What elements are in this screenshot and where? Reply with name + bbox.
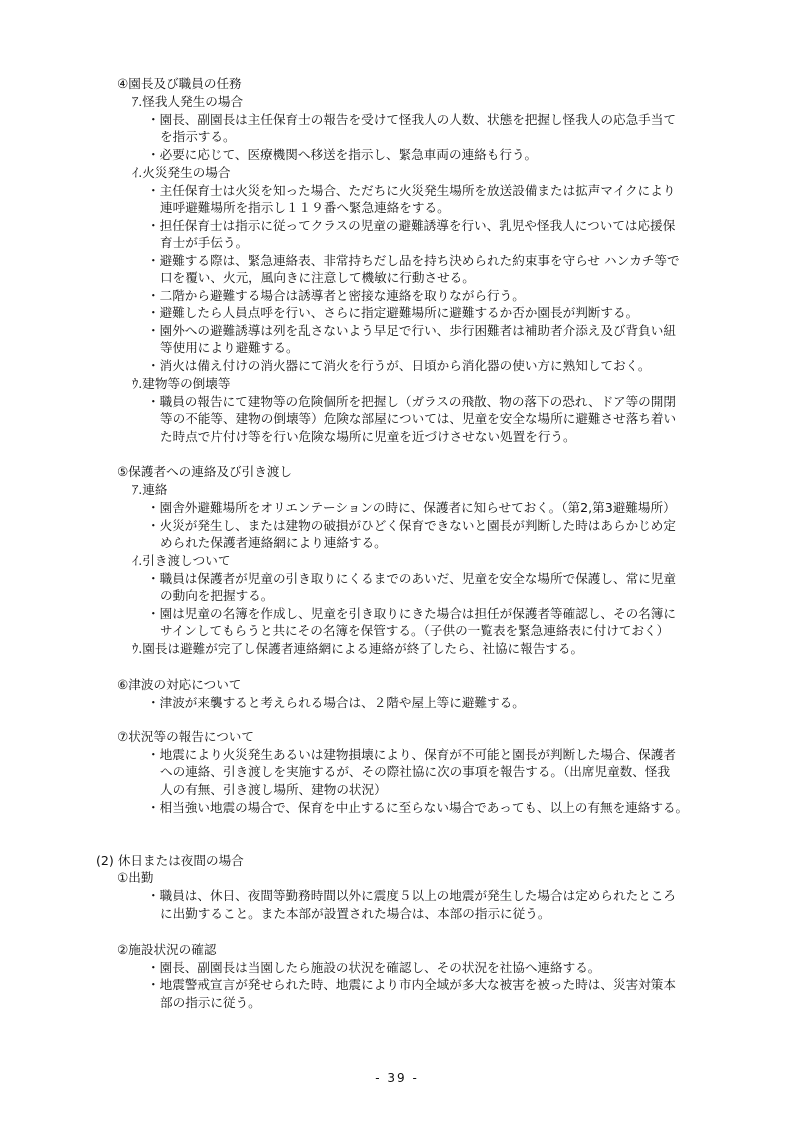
heading-line: ｲ.火災発生の場合 — [132, 165, 231, 180]
heading-line: ｱ.連絡 — [132, 482, 168, 497]
bullet-line: ・消火は備え付けの消火器にて消火を行うが、日頃から消化器の使い方に熟知しておく。 — [147, 358, 651, 373]
bullet-line: ・園は児童の名簿を作成し、児童を引き取りにきた場合は担任が保護者等確認し、その名簿に — [147, 606, 676, 621]
bullet-line: ・園舎外避難場所をオリエンテーションの時に、保護者に知らせておく。（第2,第3避難場所） — [147, 500, 676, 515]
bullet-continuation: 連呼避難場所を指示し１１９番へ緊急連絡をする。 — [160, 200, 450, 215]
bullet-line: ・火災が発生し、または建物の破損がひどく保育できないと園長が判断した時はあらかじめ定 — [147, 518, 676, 533]
bullet-line: ・必要に応じて、医療機関へ移送を指示し、緊急車両の連絡も行う。 — [147, 147, 538, 162]
bullet-line: ・園長、副園長は主任保育士の報告を受けて怪我人の人数、状態を把握し怪我人の応急手当て — [147, 112, 676, 127]
bullet-line: ・職員は保護者が児童の引き取りにくるまでのあいだ、児童を安全な場所で保護し、常に児童 — [147, 571, 676, 586]
bullet-continuation: められた保護者連絡網により連絡する。 — [160, 535, 387, 550]
bullet-continuation: 等の不能等、建物の倒壊等）危険な部屋については、児童を安全な場所に避難させ落ち着い — [160, 411, 677, 426]
bullet-continuation: 部の指示に従う。 — [160, 995, 261, 1010]
bullet-continuation: の動向を把握する。 — [160, 588, 274, 603]
bullet-line: ・地震警戒宣言が発せられた時、地震により市内全域が多大な被害を被った時は、災害対策本 — [147, 977, 676, 992]
bullet-line: ・園外への避難誘導は列を乱さないよう早足で行い、歩行困難者は補助者介添え及び背負い紐 — [147, 323, 676, 338]
bullet-line: ・職員の報告にて建物等の危険個所を把握し（ガラスの飛散、物の落下の恐れ、ドア等の開閉 — [147, 394, 676, 409]
bullet-line: ・相当強い地震の場合で、保育を中止するに至らない場合であっても、以上の有無を連絡する。 — [147, 800, 689, 815]
bullet-continuation: 口を覆い、火元，風向きに注意して機敏に行動させる。 — [160, 270, 475, 285]
bullet-continuation: た時点で片付け等を行い危険な場所に児童を近づけさせない処置を行う。 — [160, 429, 576, 444]
heading-line: ｳ.建物等の倒壊等 — [132, 376, 231, 391]
page-number: - 39 - — [375, 1071, 419, 1085]
bullet-line: ・担任保育士は指示に従ってクラスの児童の避難誘導を行い、乳児や怪我人については応援保 — [147, 218, 676, 233]
heading-line: ⑤保護者への連絡及び引き渡し — [117, 464, 293, 479]
bullet-line: ・地震により火災発生あるいは建物損壊により、保育が不可能と園長が判断した場合、保護者 — [147, 747, 676, 762]
heading-line: ④園長及び職員の任務 — [117, 76, 242, 91]
bullet-continuation: 人の有無、引き渡し場所、建物の状況） — [160, 782, 387, 797]
bullet-line: ・津波が来襲すると考えられる場合は、２階や屋上等に避難する。 — [147, 695, 525, 710]
heading-line: ｱ.怪我人発生の場合 — [132, 94, 244, 109]
heading-line: ｳ.園長は避難が完了し保護者連絡網による連絡が終了したら、社協に報告する。 — [132, 641, 584, 656]
bullet-continuation: を指示する。 — [160, 129, 236, 144]
heading-line: ⑥津波の対応について — [117, 677, 242, 692]
heading-line: ②施設状況の確認 — [117, 942, 217, 957]
heading-line: (2) 休日または夜間の場合 — [96, 853, 244, 868]
heading-line: ｲ.引き渡しついて — [132, 553, 231, 568]
bullet-continuation: 等使用により避難する。 — [160, 340, 299, 355]
heading-line: ①出勤 — [117, 870, 154, 885]
bullet-continuation: サインしてもらうと共にその名簿を保管する。（子供の一覧表を緊急連絡表に付けておく） — [160, 623, 670, 638]
bullet-continuation: への連絡、引き渡しを実施するが、その際社協に次の事項を報告する。（出席児童数、怪我 — [160, 764, 671, 779]
bullet-continuation: に出勤すること。また本部が設置された場合は、本部の指示に従う。 — [160, 906, 551, 921]
bullet-line: ・避難する際は、緊急連絡表、非常持ちだし品を持ち決められた約束事を守らせ ハンカチ等で — [147, 253, 680, 268]
bullet-line: ・主任保育士は火災を知った場合、ただちに火災発生場所を放送設備または拡声マイクにより — [147, 183, 676, 198]
bullet-line: ・園長、副園長は当園したら施設の状況を確認し、その状況を社協へ連絡する。 — [147, 960, 601, 975]
bullet-line: ・職員は、休日、夜間等勤務時間以外に震度５以上の地震が発生した場合は定められたところ — [147, 888, 676, 903]
bullet-continuation: 育士が手伝う。 — [160, 235, 249, 250]
bullet-line: ・二階から避難する場合は誘導者と密接な連絡を取りながら行う。 — [147, 288, 525, 303]
bullet-line: ・避難したら人員点呼を行い、さらに指定避難場所に避難するか否か園長が判断する。 — [147, 305, 639, 320]
heading-line: ⑦状況等の報告について — [117, 729, 254, 744]
